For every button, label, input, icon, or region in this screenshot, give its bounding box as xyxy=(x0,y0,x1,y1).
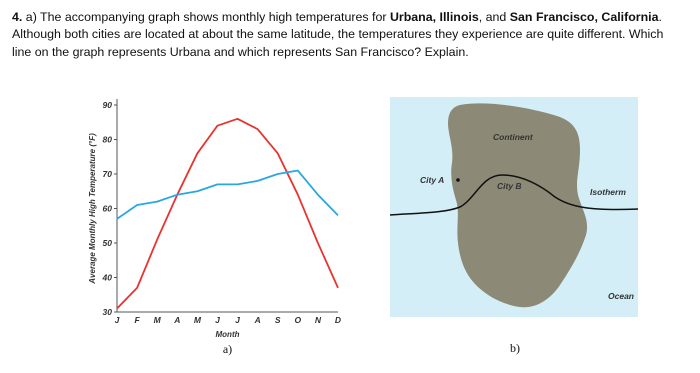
temperature-chart-svg xyxy=(80,92,348,362)
x-tick-label: A xyxy=(254,315,261,325)
question-part: a) xyxy=(25,10,37,24)
panel-label-a: a) xyxy=(222,342,233,356)
series-line-1 xyxy=(117,119,338,309)
ocean-label: Ocean xyxy=(608,291,634,301)
y-tick-label: 30 xyxy=(102,307,112,317)
x-tick-label: A xyxy=(174,315,181,325)
y-tick-label: 70 xyxy=(102,169,112,179)
city-urbana: Urbana, Illinois xyxy=(389,10,479,24)
isotherm-label: Isotherm xyxy=(590,187,626,197)
question-intro: The accompanying graph shows monthly high temperatures for xyxy=(40,10,387,24)
x-tick-label: F xyxy=(134,315,140,325)
y-tick-label: 60 xyxy=(102,203,112,214)
y-tick-label: 90 xyxy=(102,100,112,110)
continent-label: Continent xyxy=(493,132,533,142)
x-tick-label: M xyxy=(193,315,201,325)
question-number: 4. xyxy=(12,10,23,24)
question-and: , and xyxy=(478,10,507,24)
question-rest: . Although both cities are located at about the same latitude, the temperatures they experience are quite different. Which line on the graph represents Urbana and which represents San Francisco? Explain. xyxy=(12,10,664,59)
city-san-francisco: San Francisco, California xyxy=(509,10,659,24)
city-a-label: City A xyxy=(420,175,445,185)
x-tick-label: D xyxy=(334,315,342,325)
x-tick-label: J xyxy=(215,315,220,325)
city-b-label: City B xyxy=(497,181,522,191)
x-tick-label: J xyxy=(114,315,120,325)
isotherm-map-svg xyxy=(390,95,660,360)
x-tick-label: O xyxy=(294,315,302,325)
x-tick-label: M xyxy=(153,315,161,325)
panel-label-b: b) xyxy=(510,341,520,355)
question-text xyxy=(12,9,680,61)
isotherm-map xyxy=(390,95,660,360)
x-tick-label: N xyxy=(314,315,321,325)
x-tick-label: S xyxy=(274,315,281,325)
y-tick-label: 50 xyxy=(102,238,112,248)
temperature-chart xyxy=(80,92,348,362)
y-axis-title: Average Monthly High Temperature (°F) xyxy=(88,133,97,284)
x-tick-label: J xyxy=(235,315,240,325)
x-axis-title: Month xyxy=(215,330,240,339)
y-tick-label: 40 xyxy=(102,272,112,283)
y-tick-label: 80 xyxy=(102,134,112,145)
city-a-dot xyxy=(456,178,460,182)
